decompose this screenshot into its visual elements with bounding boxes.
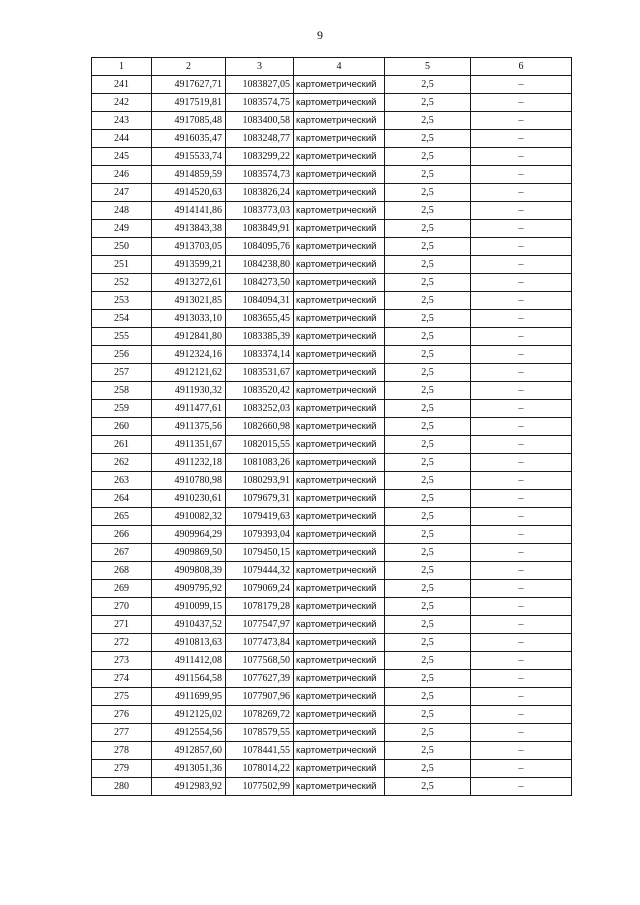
point-number-cell: 247 [92, 184, 152, 202]
accuracy-cell: 2,5 [385, 472, 471, 490]
note-cell: – [471, 436, 572, 454]
point-number-cell: 271 [92, 616, 152, 634]
accuracy-cell: 2,5 [385, 634, 471, 652]
accuracy-cell: 2,5 [385, 526, 471, 544]
note-cell: – [471, 526, 572, 544]
point-number-cell: 250 [92, 238, 152, 256]
method-cell: картометрический [294, 256, 385, 274]
y-coordinate-cell: 1083248,77 [226, 130, 294, 148]
column-header: 1 [92, 58, 152, 76]
method-cell: картометрический [294, 778, 385, 796]
method-cell: картометрический [294, 472, 385, 490]
table-row [92, 634, 572, 652]
accuracy-cell: 2,5 [385, 184, 471, 202]
y-coordinate-cell: 1077473,84 [226, 634, 294, 652]
point-number-cell: 244 [92, 130, 152, 148]
method-cell: картометрический [294, 310, 385, 328]
point-number-cell: 280 [92, 778, 152, 796]
x-coordinate-cell: 4911699,95 [152, 688, 226, 706]
method-cell: картометрический [294, 112, 385, 130]
x-coordinate-cell: 4913033,10 [152, 310, 226, 328]
note-cell: – [471, 274, 572, 292]
table-row [92, 400, 572, 418]
note-cell: – [471, 76, 572, 94]
accuracy-cell: 2,5 [385, 688, 471, 706]
x-coordinate-cell: 4910099,15 [152, 598, 226, 616]
y-coordinate-cell: 1083531,67 [226, 364, 294, 382]
x-coordinate-cell: 4913843,38 [152, 220, 226, 238]
point-number-cell: 272 [92, 634, 152, 652]
table-row [92, 220, 572, 238]
y-coordinate-cell: 1078269,72 [226, 706, 294, 724]
y-coordinate-cell: 1078014,22 [226, 760, 294, 778]
point-number-cell: 279 [92, 760, 152, 778]
point-number-cell: 249 [92, 220, 152, 238]
x-coordinate-cell: 4913021,85 [152, 292, 226, 310]
method-cell: картометрический [294, 562, 385, 580]
note-cell: – [471, 112, 572, 130]
table-row [92, 454, 572, 472]
note-cell: – [471, 724, 572, 742]
note-cell: – [471, 364, 572, 382]
method-cell: картометрический [294, 400, 385, 418]
note-cell: – [471, 742, 572, 760]
column-header: 6 [471, 58, 572, 76]
y-coordinate-cell: 1077502,99 [226, 778, 294, 796]
method-cell: картометрический [294, 616, 385, 634]
y-coordinate-cell: 1078179,28 [226, 598, 294, 616]
point-number-cell: 259 [92, 400, 152, 418]
y-coordinate-cell: 1079069,24 [226, 580, 294, 598]
accuracy-cell: 2,5 [385, 706, 471, 724]
x-coordinate-cell: 4910230,61 [152, 490, 226, 508]
note-cell: – [471, 472, 572, 490]
y-coordinate-cell: 1083655,45 [226, 310, 294, 328]
point-number-cell: 261 [92, 436, 152, 454]
note-cell: – [471, 238, 572, 256]
table-row [92, 472, 572, 490]
accuracy-cell: 2,5 [385, 76, 471, 94]
point-number-cell: 260 [92, 418, 152, 436]
method-cell: картометрический [294, 688, 385, 706]
point-number-cell: 256 [92, 346, 152, 364]
x-coordinate-cell: 4911477,61 [152, 400, 226, 418]
point-number-cell: 264 [92, 490, 152, 508]
point-number-cell: 267 [92, 544, 152, 562]
table-row [92, 688, 572, 706]
x-coordinate-cell: 4913599,21 [152, 256, 226, 274]
table-row [92, 328, 572, 346]
note-cell: – [471, 400, 572, 418]
method-cell: картометрический [294, 130, 385, 148]
method-cell: картометрический [294, 760, 385, 778]
table-row [92, 292, 572, 310]
x-coordinate-cell: 4914859,59 [152, 166, 226, 184]
method-cell: картометрический [294, 598, 385, 616]
accuracy-cell: 2,5 [385, 202, 471, 220]
point-number-cell: 254 [92, 310, 152, 328]
point-number-cell: 262 [92, 454, 152, 472]
column-header: 4 [294, 58, 385, 76]
column-header: 5 [385, 58, 471, 76]
x-coordinate-cell: 4917627,71 [152, 76, 226, 94]
x-coordinate-cell: 4912841,80 [152, 328, 226, 346]
x-coordinate-cell: 4917519,81 [152, 94, 226, 112]
table-row [92, 274, 572, 292]
method-cell: картометрический [294, 544, 385, 562]
table-row [92, 94, 572, 112]
accuracy-cell: 2,5 [385, 112, 471, 130]
note-cell: – [471, 382, 572, 400]
table-row [92, 112, 572, 130]
table-row [92, 508, 572, 526]
method-cell: картометрический [294, 634, 385, 652]
y-coordinate-cell: 1077627,39 [226, 670, 294, 688]
method-cell: картометрический [294, 490, 385, 508]
point-number-cell: 252 [92, 274, 152, 292]
accuracy-cell: 2,5 [385, 598, 471, 616]
x-coordinate-cell: 4910813,63 [152, 634, 226, 652]
x-coordinate-cell: 4911564,58 [152, 670, 226, 688]
table-row [92, 382, 572, 400]
table-row [92, 526, 572, 544]
x-coordinate-cell: 4913272,61 [152, 274, 226, 292]
method-cell: картометрический [294, 418, 385, 436]
x-coordinate-cell: 4911351,67 [152, 436, 226, 454]
table-row [92, 346, 572, 364]
note-cell: – [471, 580, 572, 598]
x-coordinate-cell: 4909795,92 [152, 580, 226, 598]
accuracy-cell: 2,5 [385, 274, 471, 292]
note-cell: – [471, 688, 572, 706]
x-coordinate-cell: 4911412,08 [152, 652, 226, 670]
table-row [92, 652, 572, 670]
method-cell: картометрический [294, 508, 385, 526]
x-coordinate-cell: 4915533,74 [152, 148, 226, 166]
y-coordinate-cell: 1083849,91 [226, 220, 294, 238]
table-row [92, 580, 572, 598]
y-coordinate-cell: 1084273,50 [226, 274, 294, 292]
point-number-cell: 258 [92, 382, 152, 400]
point-number-cell: 246 [92, 166, 152, 184]
table-row [92, 742, 572, 760]
x-coordinate-cell: 4916035,47 [152, 130, 226, 148]
point-number-cell: 265 [92, 508, 152, 526]
point-number-cell: 269 [92, 580, 152, 598]
y-coordinate-cell: 1084094,31 [226, 292, 294, 310]
point-number-cell: 277 [92, 724, 152, 742]
accuracy-cell: 2,5 [385, 238, 471, 256]
method-cell: картометрический [294, 94, 385, 112]
method-cell: картометрический [294, 148, 385, 166]
accuracy-cell: 2,5 [385, 364, 471, 382]
x-coordinate-cell: 4914141,86 [152, 202, 226, 220]
note-cell: – [471, 292, 572, 310]
table-row [92, 562, 572, 580]
x-coordinate-cell: 4917085,48 [152, 112, 226, 130]
point-number-cell: 255 [92, 328, 152, 346]
method-cell: картометрический [294, 526, 385, 544]
x-coordinate-cell: 4909869,50 [152, 544, 226, 562]
accuracy-cell: 2,5 [385, 166, 471, 184]
table-row [92, 436, 572, 454]
table-row [92, 166, 572, 184]
table-row [92, 706, 572, 724]
method-cell: картометрический [294, 706, 385, 724]
y-coordinate-cell: 1078441,55 [226, 742, 294, 760]
point-number-cell: 263 [92, 472, 152, 490]
point-number-cell: 278 [92, 742, 152, 760]
x-coordinate-cell: 4913703,05 [152, 238, 226, 256]
y-coordinate-cell: 1083574,73 [226, 166, 294, 184]
y-coordinate-cell: 1077907,96 [226, 688, 294, 706]
y-coordinate-cell: 1083252,03 [226, 400, 294, 418]
x-coordinate-cell: 4913051,36 [152, 760, 226, 778]
note-cell: – [471, 544, 572, 562]
x-coordinate-cell: 4911232,18 [152, 454, 226, 472]
y-coordinate-cell: 1077547,97 [226, 616, 294, 634]
y-coordinate-cell: 1083827,05 [226, 76, 294, 94]
note-cell: – [471, 346, 572, 364]
note-cell: – [471, 670, 572, 688]
table-row [92, 130, 572, 148]
method-cell: картометрический [294, 670, 385, 688]
table-row [92, 238, 572, 256]
x-coordinate-cell: 4912857,60 [152, 742, 226, 760]
x-coordinate-cell: 4912983,92 [152, 778, 226, 796]
x-coordinate-cell: 4909964,29 [152, 526, 226, 544]
x-coordinate-cell: 4910082,32 [152, 508, 226, 526]
note-cell: – [471, 652, 572, 670]
table-row [92, 598, 572, 616]
point-number-cell: 243 [92, 112, 152, 130]
note-cell: – [471, 418, 572, 436]
note-cell: – [471, 490, 572, 508]
column-header: 3 [226, 58, 294, 76]
accuracy-cell: 2,5 [385, 490, 471, 508]
accuracy-cell: 2,5 [385, 544, 471, 562]
note-cell: – [471, 562, 572, 580]
table-row [92, 364, 572, 382]
accuracy-cell: 2,5 [385, 130, 471, 148]
table-row [92, 544, 572, 562]
y-coordinate-cell: 1083400,58 [226, 112, 294, 130]
point-number-cell: 242 [92, 94, 152, 112]
note-cell: – [471, 166, 572, 184]
method-cell: картометрический [294, 580, 385, 598]
x-coordinate-cell: 4911930,32 [152, 382, 226, 400]
table-row [92, 310, 572, 328]
method-cell: картометрический [294, 238, 385, 256]
table-row [92, 490, 572, 508]
method-cell: картометрический [294, 184, 385, 202]
note-cell: – [471, 130, 572, 148]
accuracy-cell: 2,5 [385, 310, 471, 328]
point-number-cell: 268 [92, 562, 152, 580]
note-cell: – [471, 706, 572, 724]
y-coordinate-cell: 1083299,22 [226, 148, 294, 166]
method-cell: картометрический [294, 436, 385, 454]
point-number-cell: 257 [92, 364, 152, 382]
note-cell: – [471, 598, 572, 616]
point-number-cell: 270 [92, 598, 152, 616]
method-cell: картометрический [294, 202, 385, 220]
point-number-cell: 273 [92, 652, 152, 670]
y-coordinate-cell: 1079679,31 [226, 490, 294, 508]
table-row [92, 76, 572, 94]
point-number-cell: 266 [92, 526, 152, 544]
coordinates-table [91, 57, 572, 796]
accuracy-cell: 2,5 [385, 508, 471, 526]
note-cell: – [471, 202, 572, 220]
y-coordinate-cell: 1083374,14 [226, 346, 294, 364]
accuracy-cell: 2,5 [385, 148, 471, 166]
method-cell: картометрический [294, 346, 385, 364]
accuracy-cell: 2,5 [385, 382, 471, 400]
accuracy-cell: 2,5 [385, 670, 471, 688]
point-number-cell: 245 [92, 148, 152, 166]
note-cell: – [471, 508, 572, 526]
x-coordinate-cell: 4910780,98 [152, 472, 226, 490]
x-coordinate-cell: 4910437,52 [152, 616, 226, 634]
note-cell: – [471, 760, 572, 778]
accuracy-cell: 2,5 [385, 328, 471, 346]
note-cell: – [471, 616, 572, 634]
accuracy-cell: 2,5 [385, 436, 471, 454]
table-row [92, 184, 572, 202]
y-coordinate-cell: 1083520,42 [226, 382, 294, 400]
y-coordinate-cell: 1082015,55 [226, 436, 294, 454]
note-cell: – [471, 184, 572, 202]
method-cell: картометрический [294, 328, 385, 346]
y-coordinate-cell: 1083574,75 [226, 94, 294, 112]
x-coordinate-cell: 4912125,02 [152, 706, 226, 724]
table-row [92, 760, 572, 778]
note-cell: – [471, 454, 572, 472]
table-row [92, 724, 572, 742]
y-coordinate-cell: 1078579,55 [226, 724, 294, 742]
y-coordinate-cell: 1079444,32 [226, 562, 294, 580]
method-cell: картометрический [294, 382, 385, 400]
table-row [92, 616, 572, 634]
accuracy-cell: 2,5 [385, 562, 471, 580]
method-cell: картометрический [294, 652, 385, 670]
accuracy-cell: 2,5 [385, 742, 471, 760]
accuracy-cell: 2,5 [385, 220, 471, 238]
note-cell: – [471, 94, 572, 112]
y-coordinate-cell: 1079393,04 [226, 526, 294, 544]
point-number-cell: 248 [92, 202, 152, 220]
x-coordinate-cell: 4914520,63 [152, 184, 226, 202]
point-number-cell: 241 [92, 76, 152, 94]
x-coordinate-cell: 4912554,56 [152, 724, 226, 742]
x-coordinate-cell: 4909808,39 [152, 562, 226, 580]
method-cell: картометрический [294, 454, 385, 472]
method-cell: картометрический [294, 742, 385, 760]
point-number-cell: 253 [92, 292, 152, 310]
accuracy-cell: 2,5 [385, 400, 471, 418]
accuracy-cell: 2,5 [385, 580, 471, 598]
note-cell: – [471, 634, 572, 652]
y-coordinate-cell: 1083773,03 [226, 202, 294, 220]
note-cell: – [471, 778, 572, 796]
y-coordinate-cell: 1079450,15 [226, 544, 294, 562]
y-coordinate-cell: 1081083,26 [226, 454, 294, 472]
y-coordinate-cell: 1083385,39 [226, 328, 294, 346]
table-body [92, 76, 572, 796]
y-coordinate-cell: 1083826,24 [226, 184, 294, 202]
accuracy-cell: 2,5 [385, 778, 471, 796]
accuracy-cell: 2,5 [385, 418, 471, 436]
y-coordinate-cell: 1082660,98 [226, 418, 294, 436]
table-row [92, 256, 572, 274]
table-row [92, 202, 572, 220]
accuracy-cell: 2,5 [385, 616, 471, 634]
note-cell: – [471, 310, 572, 328]
note-cell: – [471, 148, 572, 166]
method-cell: картометрический [294, 166, 385, 184]
point-number-cell: 275 [92, 688, 152, 706]
x-coordinate-cell: 4912324,16 [152, 346, 226, 364]
method-cell: картометрический [294, 292, 385, 310]
y-coordinate-cell: 1084238,80 [226, 256, 294, 274]
method-cell: картометрический [294, 724, 385, 742]
x-coordinate-cell: 4912121,62 [152, 364, 226, 382]
method-cell: картометрический [294, 76, 385, 94]
column-header: 2 [152, 58, 226, 76]
table-header-row [92, 58, 572, 76]
accuracy-cell: 2,5 [385, 94, 471, 112]
method-cell: картометрический [294, 220, 385, 238]
accuracy-cell: 2,5 [385, 346, 471, 364]
table-row [92, 418, 572, 436]
accuracy-cell: 2,5 [385, 256, 471, 274]
point-number-cell: 274 [92, 670, 152, 688]
accuracy-cell: 2,5 [385, 454, 471, 472]
y-coordinate-cell: 1079419,63 [226, 508, 294, 526]
table-row [92, 148, 572, 166]
accuracy-cell: 2,5 [385, 724, 471, 742]
y-coordinate-cell: 1084095,76 [226, 238, 294, 256]
point-number-cell: 251 [92, 256, 152, 274]
note-cell: – [471, 256, 572, 274]
y-coordinate-cell: 1080293,91 [226, 472, 294, 490]
x-coordinate-cell: 4911375,56 [152, 418, 226, 436]
table-row [92, 670, 572, 688]
point-number-cell: 276 [92, 706, 152, 724]
accuracy-cell: 2,5 [385, 760, 471, 778]
y-coordinate-cell: 1077568,50 [226, 652, 294, 670]
note-cell: – [471, 220, 572, 238]
method-cell: картометрический [294, 364, 385, 382]
table-row [92, 778, 572, 796]
method-cell: картометрический [294, 274, 385, 292]
page-number: 9 [317, 28, 323, 42]
accuracy-cell: 2,5 [385, 652, 471, 670]
accuracy-cell: 2,5 [385, 292, 471, 310]
note-cell: – [471, 328, 572, 346]
